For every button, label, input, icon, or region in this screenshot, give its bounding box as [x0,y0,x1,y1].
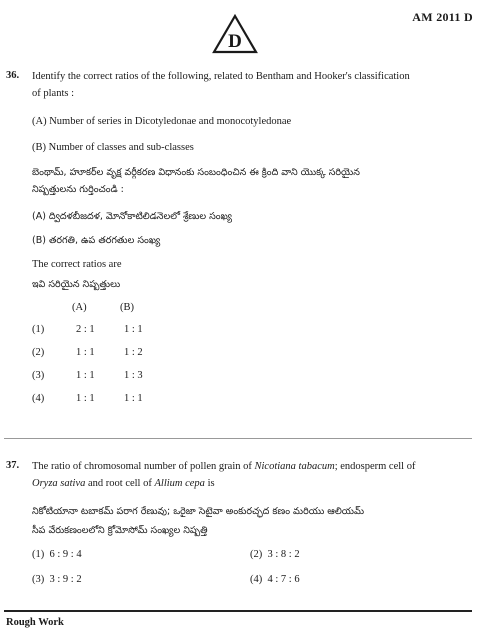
option-value: 4 : 7 : 6 [267,574,300,585]
question-stem-te-line2: నిష్పత్తులను గుర్తించండి : [32,184,124,195]
question-divider [4,438,472,439]
item-a-en: (A) Number of series in Dicotyledonae and monocotyledonae [32,116,292,127]
option-2[interactable] [250,549,300,560]
question-stem-te-line1: బెంథామ్, హూకర్‌ల వృక్ష వర్గీకరణ విధానంకు సంబంధించిన ఈ క్రింది వాని యొక్క సరియైన [32,167,360,178]
option-value-b: 1 : 1 [124,393,143,404]
rough-work-label: Rough Work [6,617,64,628]
option-value-a: 1 : 1 [76,370,95,381]
booklet-code-letter: D [228,31,242,52]
option-label: (2) [250,549,263,560]
column-b-header: (B) [120,302,134,313]
option-value-b: 1 : 3 [124,370,143,381]
booklet-code-triangle-icon [212,14,258,54]
correct-ratios-en: The correct ratios are [32,259,122,270]
option-value: 3 : 8 : 2 [267,549,300,560]
correct-ratios-te: ఇవి సరియైన నిష్పత్తులు [32,279,121,290]
options-table [32,324,232,414]
option-value-a: 1 : 1 [76,393,95,404]
option-value-a: 2 : 1 [76,324,95,335]
footer-rule [4,610,472,612]
stem-text: The ratio of chromosomal number of pollen grain of [32,461,255,472]
question-stem-en-line2 [32,477,215,491]
option-3[interactable] [32,574,82,585]
question-stem-en-line1: Identify the correct ratios of the following, related to Bentham and Hooker's classification [32,71,410,82]
stem-text: ; endosperm cell of [334,461,416,472]
question-stem-te-line1: నికోటియానా టబాకమ్ పరాగ రేణువు; ఒరైజా సెటైవా అంకురచ్ఛద కణం మరియు ఆలియమ్ [32,506,365,517]
question-stem-en-line1 [32,460,477,474]
species-name: Nicotiana tabacum [254,461,335,472]
option-4[interactable] [250,574,300,585]
option-value-b: 1 : 2 [124,347,143,358]
item-b-en: (B) Number of classes and sub-classes [32,142,194,153]
option-value: 6 : 9 : 4 [49,549,82,560]
question-stem-te-line2: సీప వేరుకణంలలోని క్రోమోసోమ్ సంఖ్యల నిష్పత్తి [32,525,208,536]
stem-text: is [204,478,215,489]
option-label: (3) [32,574,45,585]
question-stem-en-line2: of plants : [32,88,74,99]
paper-code: AM 2011 D [412,10,473,24]
option-value: 3 : 9 : 2 [49,574,82,585]
option-value-b: 1 : 1 [124,324,143,335]
question-number: 36. [6,70,20,81]
question-37 [6,460,476,590]
option-label: (1) [32,549,45,560]
option-label: (3) [32,370,45,381]
option-label: (2) [32,347,45,358]
option-label: (1) [32,324,45,335]
option-label: (4) [32,393,45,404]
item-b-te: (B) తరగతి, ఉప తరగతుల సంఖ్య [32,235,161,246]
option-label: (4) [250,574,263,585]
species-name: Oryza sativa [32,478,86,489]
option-1[interactable] [32,549,82,560]
option-value-a: 1 : 1 [76,347,95,358]
column-a-header: (A) [72,302,87,313]
item-a-te: (A) ద్విదళబీజదళ, మోనోకాటిలిడనెలలో శ్రేణుల సంఖ్య [32,211,233,222]
species-name: Allium cepa [154,478,205,489]
question-number: 37. [6,460,20,471]
stem-text: and root cell of [85,478,155,489]
